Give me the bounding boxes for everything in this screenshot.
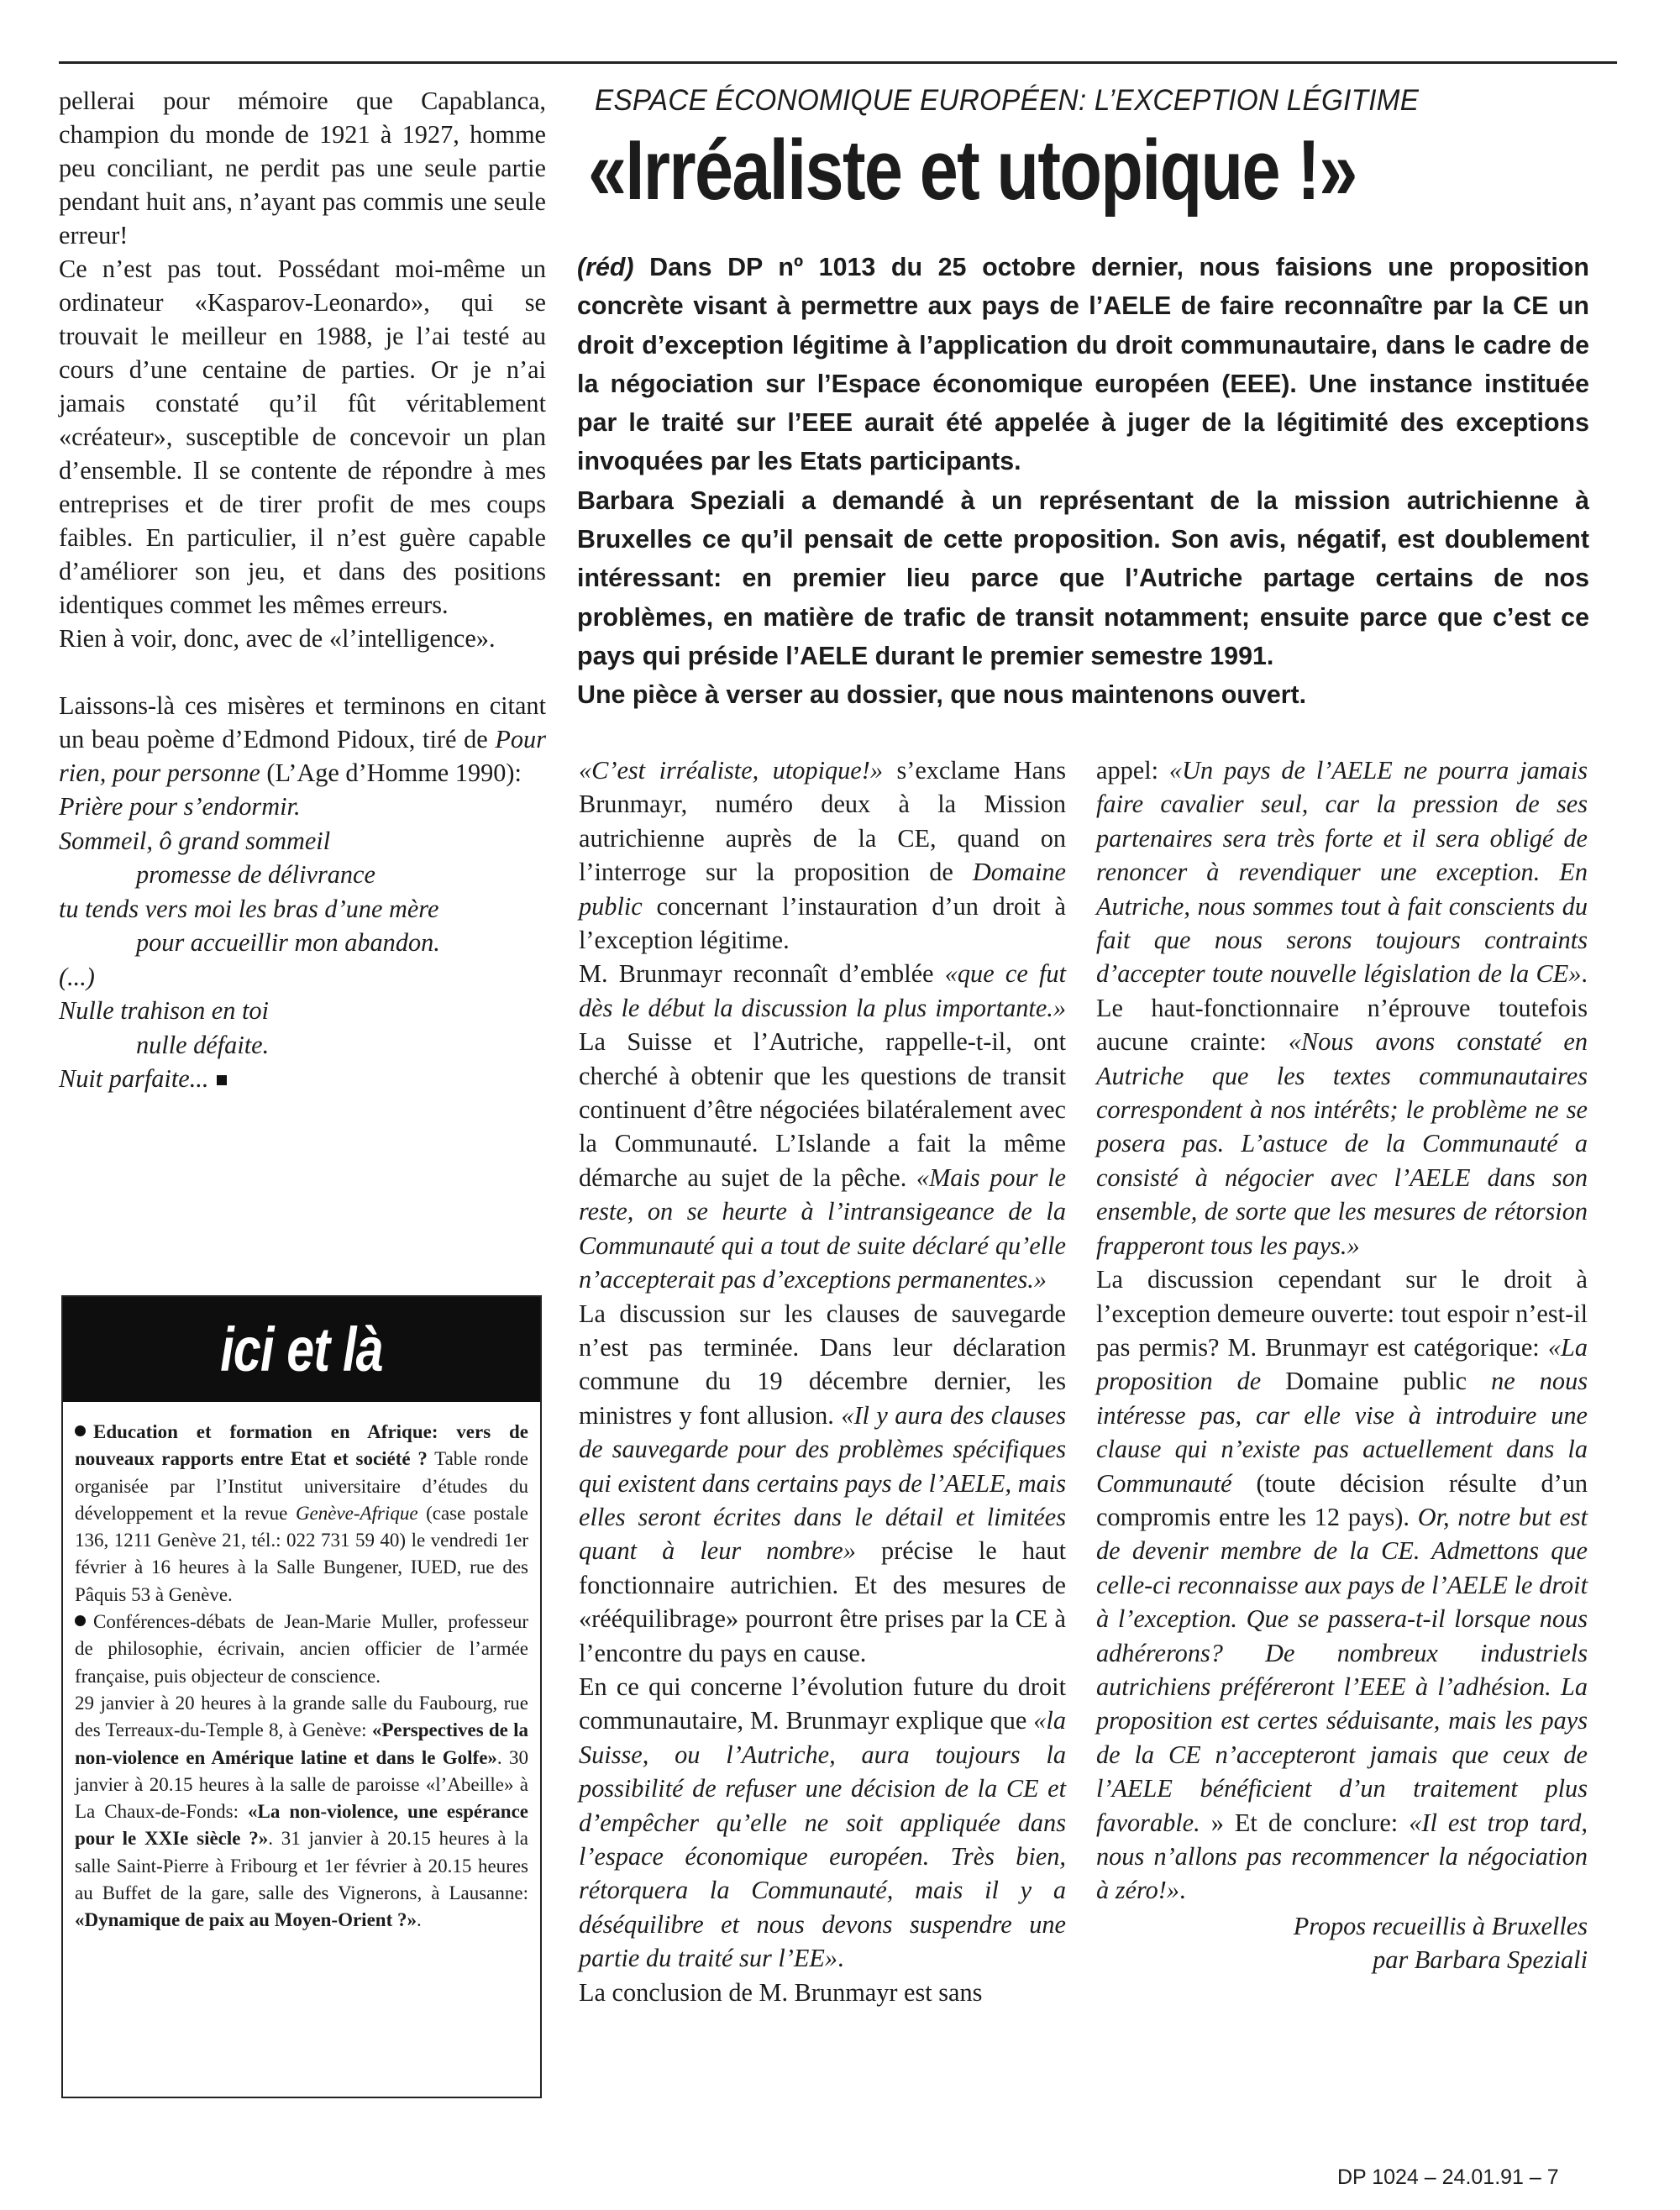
article-paragraph	[579, 1297, 1066, 1670]
poem-line: Nuit parfaite...	[59, 1064, 209, 1093]
poem-line: pour accueillir mon abandon.	[136, 928, 440, 957]
left-paragraph: Ce n’est pas tout. Possédant moi-même un ordinateur «Kasparov-Leonardo», qui se trouvait le meilleur en 1988, je l’ai testé au cours d’une centaine de parties. Or je n’ai jamais constaté qu’il fût véritablement «créateur», susceptible de concevoir un plan d’ensemble. Il se contente de répondre à mes entreprises et de tirer profit de mes coups faibles. En particulier, il n’est guère capable d’améliorer son jeu, et dans des positions identiques commet les mêmes erreurs.	[59, 255, 546, 619]
poem	[59, 790, 546, 1096]
poem-line: (...)	[59, 962, 95, 991]
article-paragraph	[579, 1670, 1066, 1976]
text-span: Conférences-débats de Jean-Marie Muller, professeur de philosophie, écrivain, ancien officier de l’armée française, puis objecteur de conscience.	[75, 1611, 528, 1687]
text-span: Table ronde organisée par l’Institut universitaire d’études du développement et la revue	[75, 1448, 528, 1524]
box-item-schedule	[75, 1690, 528, 1934]
quote: «Il y aura des clauses de sauvegarde pour des problèmes spécifiques qui existent dans certains pays de l’AELE, mais elles seront écrites dans le détail et limitées quant à leur nombre»	[579, 1400, 1066, 1566]
article-paragraph	[579, 957, 1066, 1296]
left-paragraph	[59, 689, 546, 790]
quote: «la Suisse, ou l’Autriche, aura toujours la possibilité de refuser une décision de la CE et d’empêcher qu’elle ne soit appliquée dans l’espace économique européen. Très bien, rétorquera la Communauté, mais il y a déséquilibre et nous devons suspendre une partie du traité sur l’EE»	[579, 1706, 1066, 1973]
text-span: Dans DP nº 1013 du 25 octobre dernier, nous faisions une proposition concrète visant à permettre aux pays de l’AELE de faire reconnaître par la CE un droit d’exception légitime à l’application du droit communautaire, dans le cadre de la négociation sur l’Espace économique européen (EEE). Une instance instituée par le traité sur l’EEE aurait été appelée à juger de la légitimité des exceptions invoquées par les Etats participants.	[577, 253, 1589, 476]
box-item	[75, 1419, 528, 1609]
poem-line: Prière pour s’endormir.	[59, 792, 301, 821]
text-span: La discussion sur les clauses de sauvegarde n’est pas terminée. Dans leur déclaration commune du 19 décembre dernier, les ministres y font allusion.	[579, 1299, 1066, 1430]
byline	[1096, 1909, 1588, 1977]
journal-name: Domaine public	[1285, 1367, 1467, 1396]
bullet-icon	[75, 1615, 86, 1626]
end-square-icon	[217, 1075, 227, 1085]
left-paragraph: Rien à voir, donc, avec de «l’intelligence».	[59, 624, 496, 653]
quote: «que ce fut dès le début la discussion la plus importante.»	[579, 959, 1067, 1022]
ici-et-la-box	[61, 1295, 542, 2098]
top-rule	[59, 61, 1617, 64]
quote: ne nous intéresse pas, car elle vise à introduire une clause qui n’existe pas actuellement dans la Communauté	[1096, 1367, 1588, 1498]
text-span: Laissons-là ces misères et terminons en citant un beau poème d’Edmond Pidoux, tiré de	[59, 691, 546, 753]
text-span: . Le haut-fonctionnaire n’éprouve toutefois aucune crainte:	[1096, 959, 1588, 1057]
quote: «Il est trop tard, nous n’allons pas recommencer la négociation à zéro!»	[1096, 1808, 1588, 1905]
box-item	[75, 1609, 528, 1690]
article-lead	[577, 248, 1589, 715]
text-span: 29 janvier à 20 heures à la grande salle du Faubourg, rue des Terreaux-du-Temple 8, à Genève:	[75, 1692, 528, 1741]
talk-title: «Perspectives de la non-violence en Amérique latine et dans le Golfe»	[75, 1719, 528, 1768]
article-paragraph	[579, 753, 1066, 957]
text-span: .	[837, 1944, 844, 1973]
quote: «Mais pour le reste, on se heurte à l’intransigeance de la Communauté qui a tout de suite déclaré qu’elle n’accepterait pas d’exceptions permanentes.»	[579, 1163, 1066, 1294]
text-span: . 30 janvier à 20.15 heures à la salle de paroisse «l’Abeille» à La Chaux-de-Fonds:	[75, 1746, 528, 1823]
article-paragraph: La conclusion de M. Brunmayr est sans	[579, 1977, 983, 2007]
journal-name: Domaine public	[579, 858, 1066, 921]
text-span: (case postale 136, 1211 Genève 21, tél.: 022 731 59 40) le vendredi 1er février à 16 heures à la Salle Bungener, IUED, rue des Pâquis 53 à Genève.	[75, 1502, 528, 1605]
article-paragraph	[1096, 753, 1588, 1262]
quote: «Un pays de l’AELE ne pourra jamais faire cavalier seul, car la pression de ses partenaires sera très forte et il sera obligé de renoncer à revendiquer une exception. En Autriche, nous sommes tout à fait conscients du fait que nous serons toujours contraints d’accepter toute nouvelle législation de la CE»	[1096, 756, 1588, 989]
byline-line: par Barbara Speziali	[1373, 1945, 1588, 1975]
box-item-title: Education et formation en Afrique: vers de nouveaux rapports entre Etat et société ?	[75, 1421, 528, 1470]
text-span: M. Brunmayr reconnaît d’emblée	[579, 959, 945, 989]
text-span: En ce qui concerne l’évolution future du droit communautaire, M. Brunmayr explique que	[579, 1672, 1066, 1735]
lead-paragraph: Barbara Speziali a demandé à un représentant de la mission autrichienne à Bruxelles ce qu’il pensait de cette proposition. Son avis, négatif, est doublement intéressant: en premier lieu parce que l’Autriche partage certains de nos problèmes, en matière de trafic de transit notamment; ensuite parce que c’est ce pays qui préside l’AELE durant le premier semestre 1991.	[577, 486, 1589, 670]
article-kicker: ESPACE ÉCONOMIQUE EUROPÉEN: L’EXCEPTION LÉGITIME	[595, 84, 1420, 117]
poem-line: nulle défaite.	[136, 1030, 270, 1059]
book-title: Pour rien, pour personne	[59, 725, 546, 787]
text-span: .	[1179, 1876, 1186, 1905]
text-span: La Suisse et l’Autriche, rappelle-t-il, ont cherché à obtenir que les questions de transit continuent d’être négociées bilatéralement avec la Communauté. L’Islande a fait la même démarche au sujet de la pêche.	[579, 1027, 1066, 1192]
page-footer: DP 1024 – 24.01.91 – 7	[1337, 2165, 1559, 2189]
redaction-tag: (réd)	[577, 253, 634, 281]
lead-paragraph: Une pièce à verser au dossier, que nous maintenons ouvert.	[577, 680, 1307, 710]
text-span: . 31 janvier à 20.15 heures à la salle Saint-Pierre à Fribourg et 1er février à 20.15 heures au Buffet de la gare, salle des Vignerons, à Lausanne:	[75, 1828, 528, 1904]
poem-line: promesse de délivrance	[136, 860, 375, 889]
text-span: (L’Age d’Homme 1990):	[260, 759, 522, 787]
text-span: La discussion cependant sur le droit à l’exception demeure ouverte: tout espoir n’est-il pas permis? M. Brunmayr est catégorique:	[1096, 1265, 1588, 1362]
box-header	[63, 1297, 540, 1402]
box-body	[63, 1402, 540, 1934]
quote: «C’est irréaliste, utopique!»	[579, 756, 883, 785]
text-span: » Et de conclure:	[1200, 1808, 1410, 1837]
article-column-right	[1096, 753, 1588, 1977]
journal-name: Genève-Afrique	[295, 1502, 418, 1524]
text-span: s’exclame Hans Brunmayr, numéro deux à la Mission autrichienne auprès de la CE, quand on l’interroge sur la proposition de	[579, 756, 1067, 887]
talk-title: «Dynamique de paix au Moyen-Orient ?»	[75, 1909, 417, 1931]
quote: «La proposition de	[1096, 1332, 1588, 1396]
text-span: appel:	[1096, 756, 1169, 785]
quote: «Nous avons constaté en Autriche que les textes communautaires correspondent à nos intérêts; le problème ne se posera pas. L’astuce de la Communauté a consisté à négocier avec l’AELE dans son ensemble, de sorte que les mesures de rétorsion frapperont tous les pays.»	[1096, 1027, 1588, 1260]
poem-last-line	[59, 1062, 546, 1096]
article-paragraph	[1096, 1262, 1588, 1908]
text-span: (toute décision résulte d’un compromis entre les 12 pays).	[1096, 1468, 1588, 1531]
text-span: précise le haut fonctionnaire autrichien. Et des mesures de «rééquilibrage» pourront être prises par la CE à l’encontre du pays en cause.	[579, 1536, 1066, 1667]
left-paragraph: pellerai pour mémoire que Capablanca, champion du monde de 1921 à 1927, homme peu conciliant, ne perdit pas une seule partie pendant huit ans, n’ayant pas commis une seule erreur!	[59, 87, 546, 249]
left-column	[59, 84, 546, 1096]
poem-line: Sommeil, ô grand sommeil	[59, 826, 331, 855]
poem-line: Nulle trahison en toi	[59, 996, 269, 1025]
lead-paragraph	[577, 248, 1589, 481]
article-headline: «Irréaliste et utopique !»	[588, 123, 1357, 218]
poem-line: tu tends vers moi les bras d’une mère	[59, 894, 439, 923]
talk-title: «La non-violence, une espérance pour le XXIe siècle ?»	[75, 1801, 529, 1850]
article-column-middle	[579, 753, 1066, 2009]
text-span: concernant l’instauration d’un droit à l’exception légitime.	[579, 891, 1066, 955]
text-span: .	[416, 1909, 422, 1931]
bullet-icon	[75, 1425, 86, 1436]
quote: Or, notre but est de devenir membre de la CE. Admettons que celle-ci reconnaisse aux pays de l’AELE le droit à l’exception. Que se passera-t-il lorsque nous adhérerons? De nombreux industriels autrichiens préféreront l’EEE à l’adhésion. La proposition est certes séduisante, mais les pays de la CE n’accepteront jamais que ceux de l’AELE bénéficient d’un traitement plus favorable.	[1096, 1502, 1588, 1837]
box-title: ici et là	[220, 1315, 383, 1384]
byline-line: Propos recueillis à Bruxelles	[1293, 1911, 1588, 1940]
